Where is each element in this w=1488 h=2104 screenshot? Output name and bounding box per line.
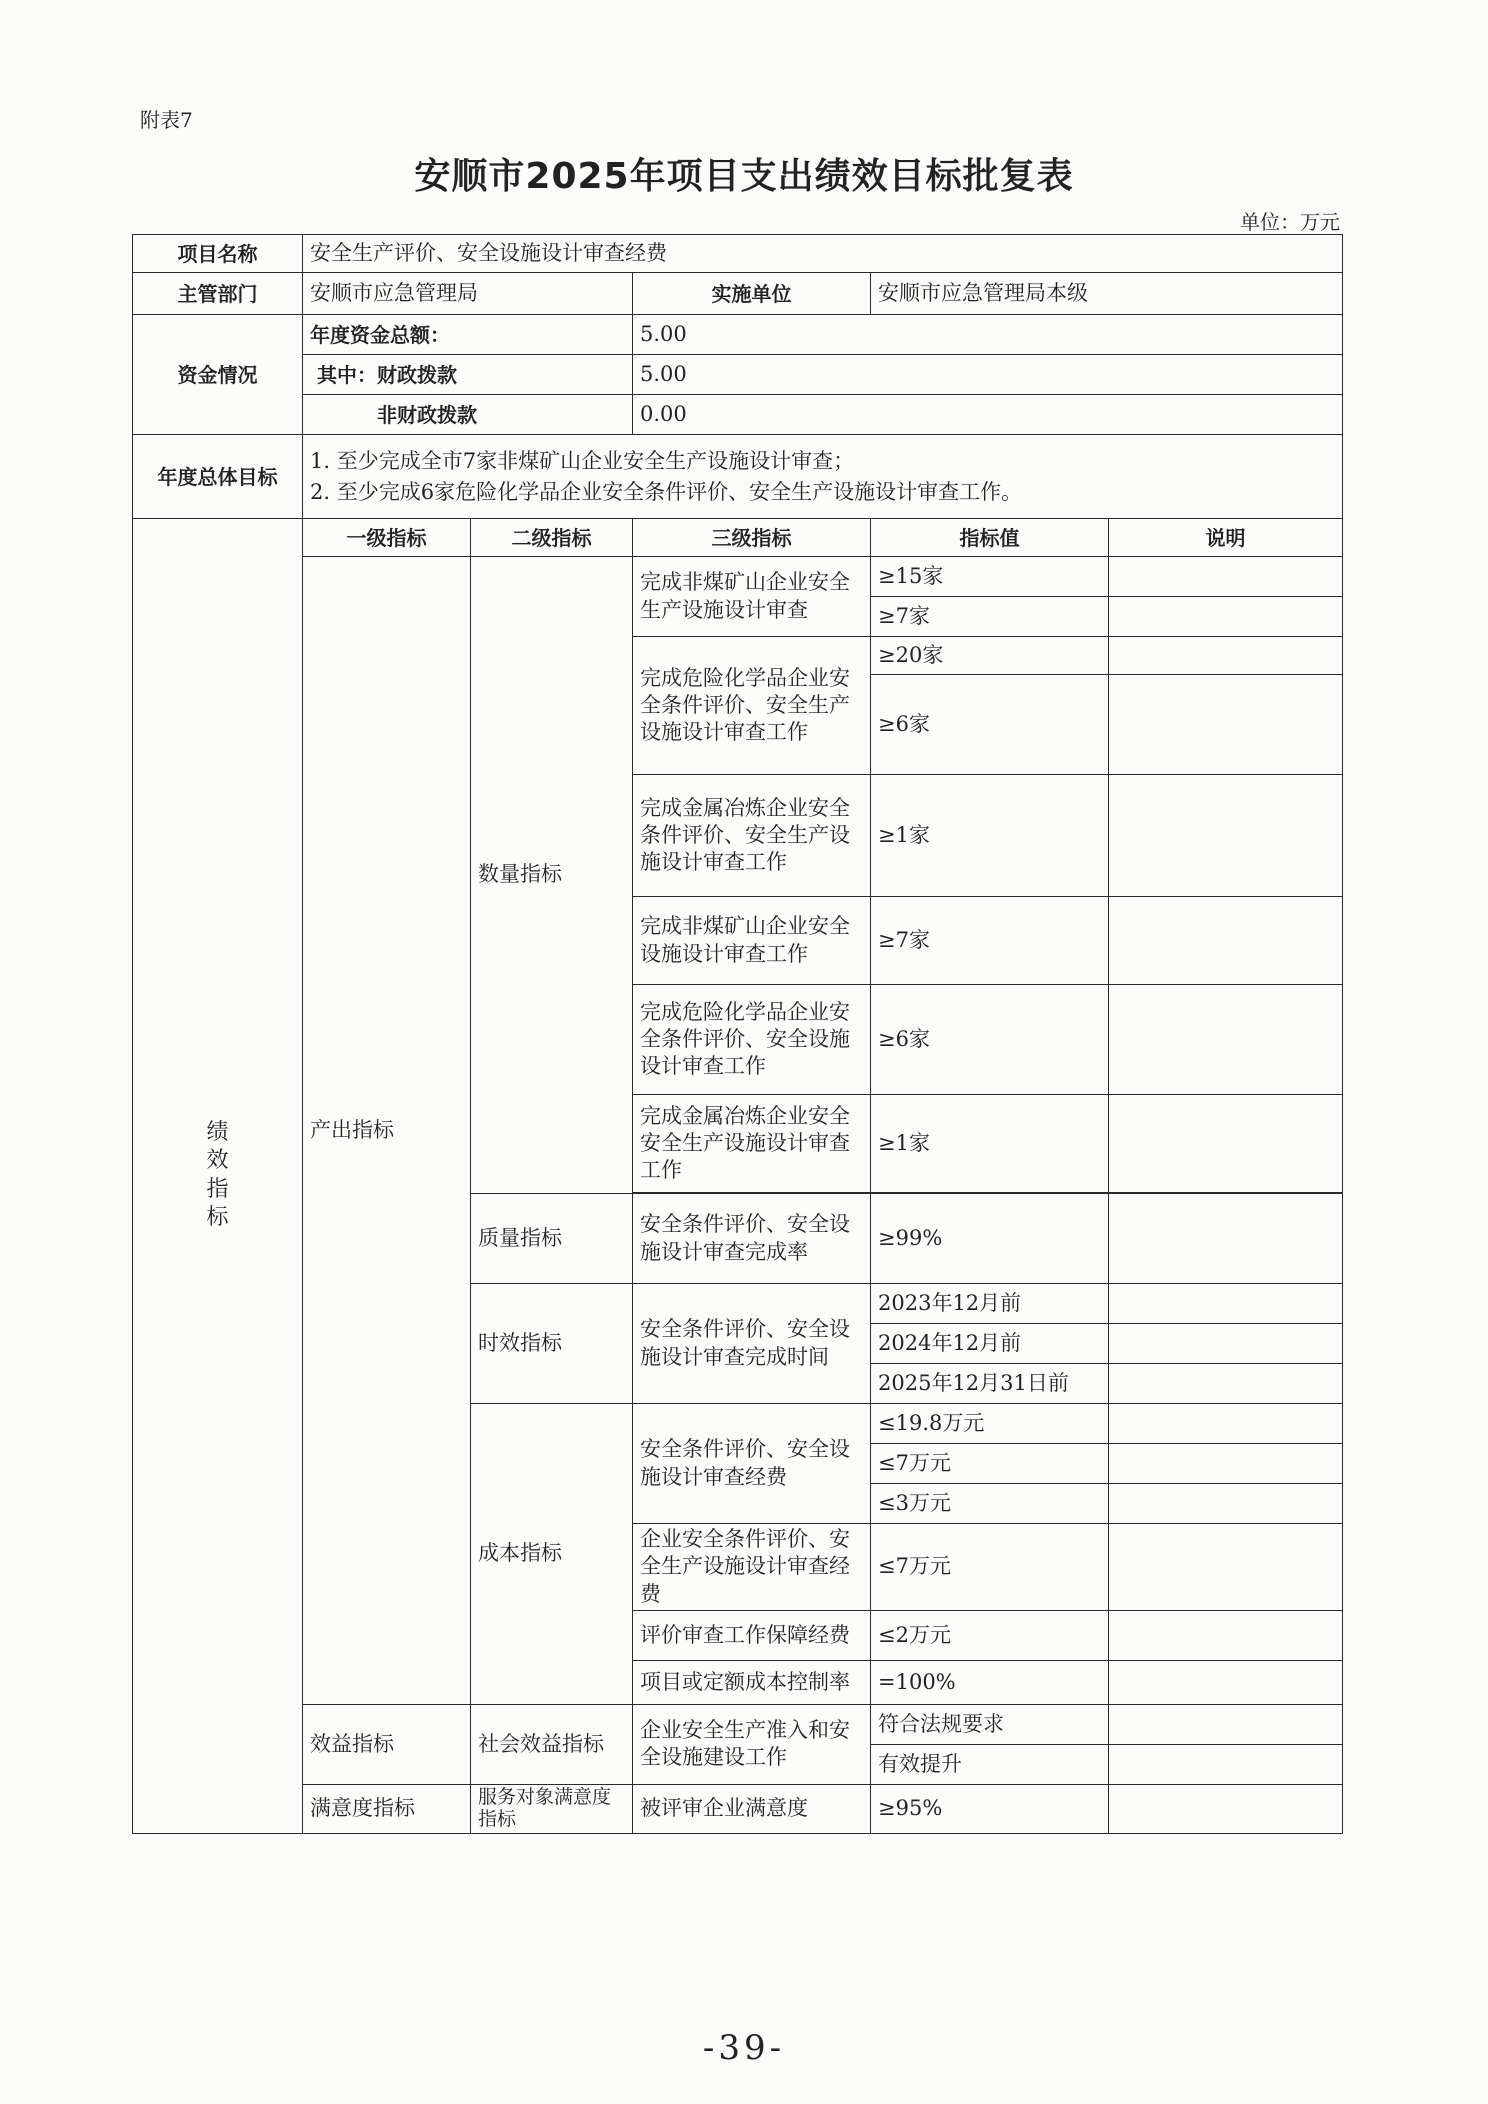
goal-label: 年度总体目标 — [133, 435, 303, 519]
c1-value-3: ≤3万元 — [871, 1484, 1109, 1524]
funds-total-label: 年度资金总额： — [303, 315, 633, 355]
q1-value-1: ≥15家 — [871, 557, 1109, 597]
funds-nonfiscal-label: 非财政拨款 — [303, 395, 633, 435]
social-benefit-indicator: 社会效益指标 — [471, 1704, 633, 1784]
q2-value-2: ≥6家 — [871, 675, 1109, 775]
funds-label: 资金情况 — [133, 315, 303, 435]
c1-value-1: ≤19.8万元 — [871, 1404, 1109, 1444]
perf-side-label: 绩效指标 — [133, 519, 303, 1834]
q2-label: 完成危险化学品企业安全条件评价、安全生产设施设计审查工作 — [633, 637, 871, 775]
q4-label: 完成非煤矿山企业安全设施设计审查工作 — [633, 897, 871, 985]
table-row — [133, 557, 1343, 597]
output-indicator: 产出指标 — [303, 557, 471, 1705]
quality-indicator: 质量指标 — [471, 1194, 633, 1284]
t1-value-1: 2023年12月前 — [871, 1284, 1109, 1324]
performance-table — [132, 234, 1343, 1834]
note-cell — [1109, 1194, 1343, 1284]
funds-total-value: 5.00 — [633, 315, 1343, 355]
funds-fiscal-value: 5.00 — [633, 355, 1343, 395]
b1-value-2: 有效提升 — [871, 1744, 1109, 1784]
note-cell — [1109, 1484, 1343, 1524]
funds-nonfiscal-value: 0.00 — [633, 395, 1343, 435]
c2-value: ≤7万元 — [871, 1524, 1109, 1611]
note-cell — [1109, 1704, 1343, 1744]
dept-value: 安顺市应急管理局 — [303, 273, 633, 315]
perf-header-row — [133, 519, 1343, 557]
impl-value: 安顺市应急管理局本级 — [871, 273, 1343, 315]
page-number: -39- — [702, 2028, 786, 2068]
quantity-indicator: 数量指标 — [471, 557, 633, 1194]
note-cell — [1109, 1404, 1343, 1444]
row-project-name — [133, 235, 1343, 273]
note-cell — [1109, 1524, 1343, 1611]
header-l1: 一级指标 — [303, 519, 471, 557]
q3-value: ≥1家 — [871, 775, 1109, 897]
b1-value-1: 符合法规要求 — [871, 1704, 1109, 1744]
note-cell — [1109, 1610, 1343, 1660]
benefit-indicator: 效益指标 — [303, 1704, 471, 1784]
row-funds-nonfiscal — [133, 395, 1343, 435]
q2-value-1: ≥20家 — [871, 637, 1109, 675]
qual1-value: ≥99% — [871, 1194, 1109, 1284]
q5-value: ≥6家 — [871, 985, 1109, 1095]
header-value: 指标值 — [871, 519, 1109, 557]
s1-label: 被评审企业满意度 — [633, 1784, 871, 1833]
note-cell — [1109, 775, 1343, 897]
q4-value: ≥7家 — [871, 897, 1109, 985]
q5-label: 完成危险化学品企业安全条件评价、安全设施设计审查工作 — [633, 985, 871, 1095]
project-name-label: 项目名称 — [133, 235, 303, 273]
table-row — [133, 1784, 1343, 1833]
funds-fiscal-label: 其中：财政拨款 — [303, 355, 633, 395]
header-note: 说明 — [1109, 519, 1343, 557]
note-cell — [1109, 1284, 1343, 1324]
page-title: 安顺市2025年项目支出绩效目标批复表 — [414, 156, 1074, 197]
note-cell — [1109, 557, 1343, 597]
row-funds-total — [133, 315, 1343, 355]
note-cell — [1109, 597, 1343, 637]
unit-label: 单位：万元 — [1240, 210, 1340, 234]
q6-label: 完成金属冶炼企业安全安全生产设施设计审查工作 — [633, 1095, 871, 1193]
c1-label: 安全条件评价、安全设施设计审查经费 — [633, 1404, 871, 1524]
goal-line-1: 1. 至少完成全市7家非煤矿山企业安全生产设施设计审查； — [310, 449, 855, 474]
project-name: 安全生产评价、安全设施设计审查经费 — [303, 235, 1343, 273]
c2-label: 企业安全条件评价、安全生产设施设计审查经费 — [633, 1524, 871, 1611]
t1-value-2: 2024年12月前 — [871, 1324, 1109, 1364]
q1-label: 完成非煤矿山企业安全生产设施设计审查 — [633, 557, 871, 637]
note-cell — [1109, 1095, 1343, 1193]
s1-value: ≥95% — [871, 1784, 1109, 1833]
note-cell — [1109, 1660, 1343, 1704]
table-row — [133, 1704, 1343, 1744]
timeliness-indicator: 时效指标 — [471, 1284, 633, 1404]
note-cell — [1109, 637, 1343, 675]
satisfaction-indicator: 满意度指标 — [303, 1784, 471, 1833]
t1-value-3: 2025年12月31日前 — [871, 1364, 1109, 1404]
impl-label: 实施单位 — [633, 273, 871, 315]
service-satisfaction-indicator: 服务对象满意度指标 — [471, 1784, 633, 1833]
note-cell — [1109, 675, 1343, 775]
attachment-label: 附表7 — [140, 108, 193, 132]
c4-label: 项目或定额成本控制率 — [633, 1660, 871, 1704]
cost-indicator: 成本指标 — [471, 1404, 633, 1705]
c4-value: =100% — [871, 1660, 1109, 1704]
b1-label: 企业安全生产准入和安全设施建设工作 — [633, 1704, 871, 1784]
t1-label: 安全条件评价、安全设施设计审查完成时间 — [633, 1284, 871, 1404]
note-cell — [1109, 1364, 1343, 1404]
c3-value: ≤2万元 — [871, 1610, 1109, 1660]
header-l2: 二级指标 — [471, 519, 633, 557]
header-l3: 三级指标 — [633, 519, 871, 557]
note-cell — [1109, 985, 1343, 1095]
qual1-label: 安全条件评价、安全设施设计审查完成率 — [633, 1194, 871, 1284]
row-funds-fiscal — [133, 355, 1343, 395]
note-cell — [1109, 1744, 1343, 1784]
q6-value: ≥1家 — [871, 1095, 1109, 1193]
note-cell — [1109, 1324, 1343, 1364]
c3-label: 评价审查工作保障经费 — [633, 1610, 871, 1660]
q1-value-2: ≥7家 — [871, 597, 1109, 637]
note-cell — [1109, 1784, 1343, 1833]
c1-value-2: ≤7万元 — [871, 1444, 1109, 1484]
row-annual-goal — [133, 435, 1343, 519]
q3-label: 完成金属冶炼企业安全条件评价、安全生产设施设计审查工作 — [633, 775, 871, 897]
row-department — [133, 273, 1343, 315]
note-cell — [1109, 1444, 1343, 1484]
goal-line-2: 2. 至少完成6家危险化学品企业安全条件评价、安全生产设施设计审查工作。 — [310, 479, 1023, 504]
dept-label: 主管部门 — [133, 273, 303, 315]
note-cell — [1109, 897, 1343, 985]
